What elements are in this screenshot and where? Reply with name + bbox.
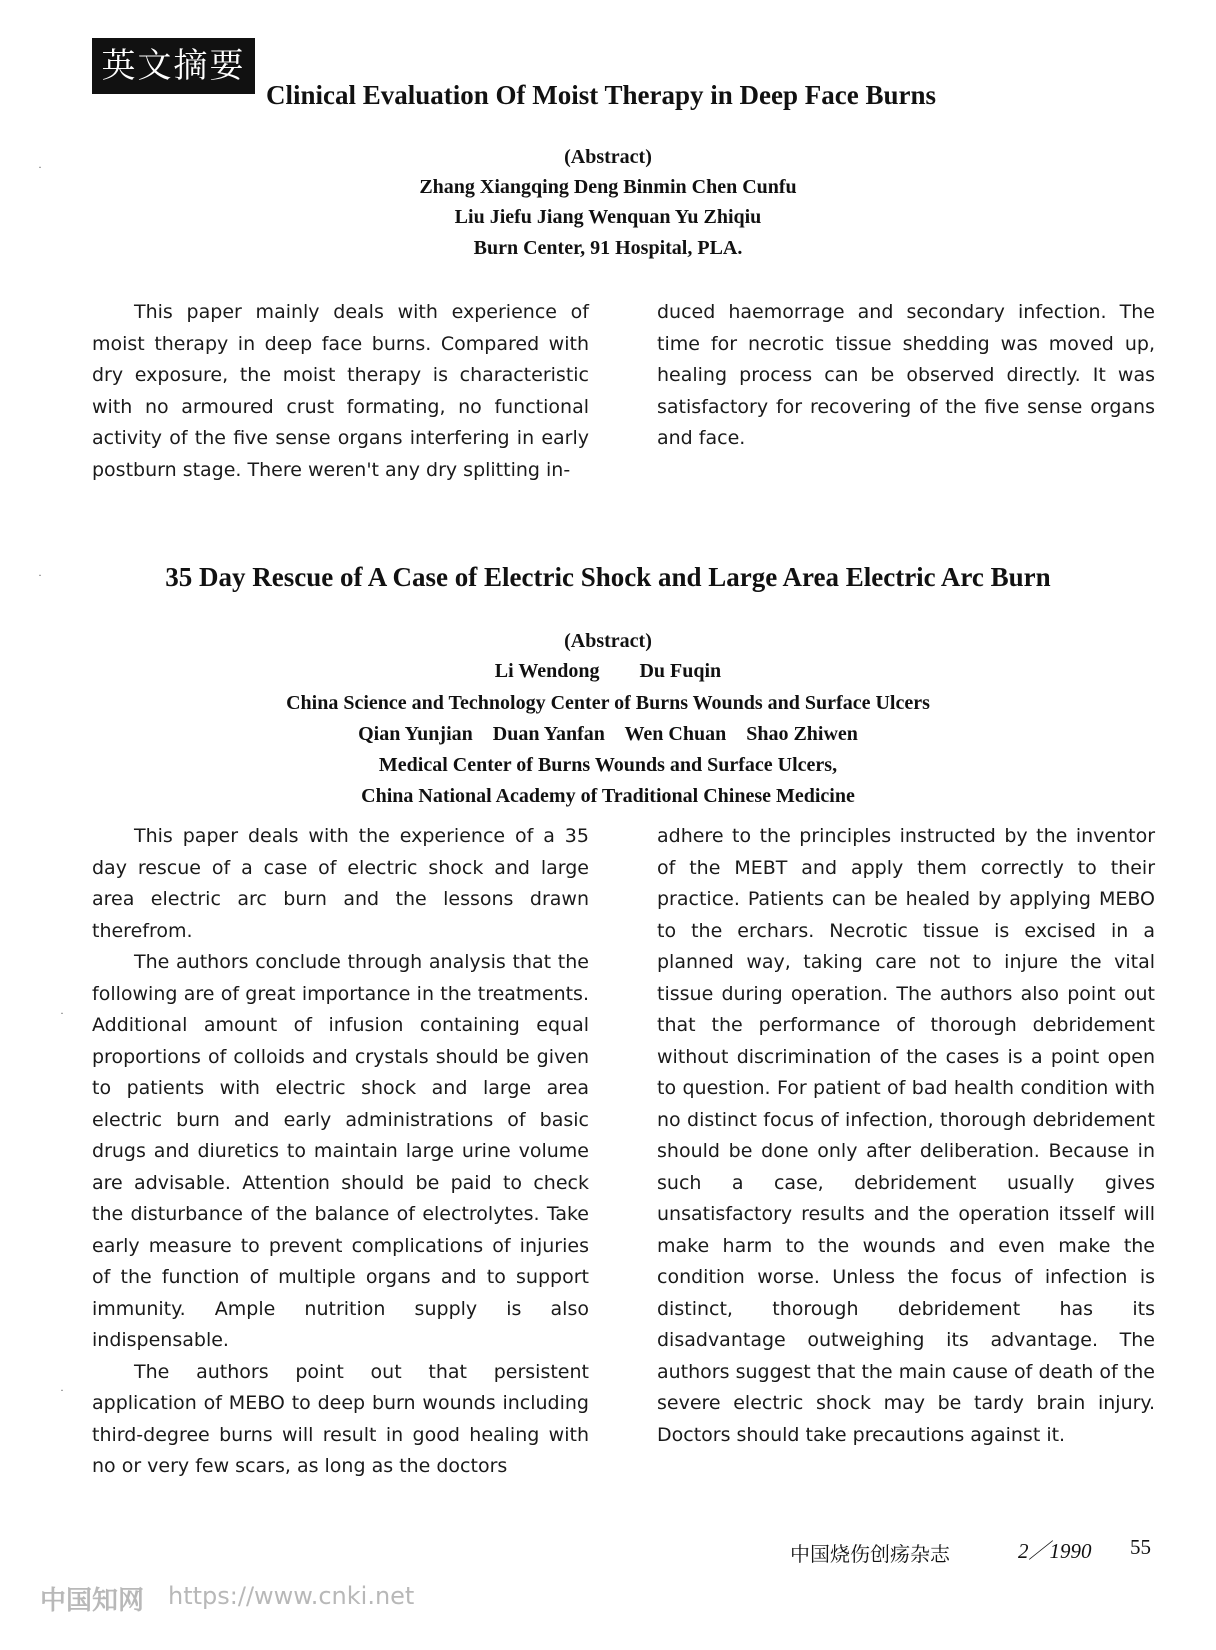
article1-affiliation: Burn Center, 91 Hospital, PLA.: [473, 237, 743, 259]
article1-abstract-label: (Abstract): [564, 146, 652, 168]
article2-left-paragraph-3: The authors point out that persistent application of MEBO to deep burn wounds including third-degree burns will result in good healing with no or very few scars, as long as the doctors: [92, 1360, 589, 1477]
scan-speck: ·: [38, 160, 42, 174]
scan-speck: ·: [60, 1383, 64, 1397]
article2-affiliation2: Medical Center of Burns Wounds and Surface Ulcers,: [378, 754, 838, 776]
article1-right-paragraph: duced haemorrage and secondary infection. The time for necrotic tissue shedding was moved up, healing process can be observed directly. It was satisfactory for recovering of the five sense organs and face.: [657, 301, 1155, 449]
article2-left-column: [92, 821, 589, 1483]
article2-authors-line1: Li Wendong Du Fuqin: [494, 660, 722, 682]
article1-authors-line1: Zhang Xiangqing Deng Binmin Chen Cunfu: [419, 176, 797, 198]
article1-title: Clinical Evaluation Of Moist Therapy in Deep Face Burns: [266, 80, 937, 110]
article1-authors-line2: Liu Jiefu Jiang Wenquan Yu Zhiqiu: [454, 206, 762, 228]
footer-page-number: 55: [1130, 1535, 1151, 1559]
article2-affiliation1: China Science and Technology Center of Burns Wounds and Surface Ulcers: [286, 692, 930, 714]
footer-journal-name: 中国烧伤创疡杂志: [790, 1544, 950, 1566]
scan-speck: ·: [38, 568, 42, 582]
article2-abstract-label: (Abstract): [564, 630, 652, 652]
article2-authors-line2: Qian Yunjian Duan Yanfan Wen Chuan Shao Zhiwen: [358, 723, 858, 745]
article2-right-paragraph: adhere to the principles instructed by the inventor of the MEBT and apply them correctly to their practice. Patients can be healed by applying MEBO to the erchars. Necrotic tissue is excised in a planned way, taking care not to injure the vital tissue during operation. The authors also point out that the performance of thorough debridement without discrimination of the cases is a point open to question. For patient of bad health condition with no distinct focus of infection, thorough debridement should be done only after deliberation. Because in such a case, debridement usually gives unsatisfactory results and the operation itsself will make harm to the wounds and even make the condition worse. Unless the focus of infection is distinct, thorough debridement has its disadvantage outweighing its advantage. The authors suggest that the main cause of death of the severe electric shock may be tardy brain injury. Doctors should take precautions against it.: [657, 825, 1155, 1446]
section-badge: 英文摘要: [92, 38, 255, 94]
article2-left-paragraph-1: This paper deals with the experience of a 35 day rescue of a case of electric shock and large area electric arc burn and the lessons drawn therefrom.: [92, 825, 589, 942]
article1-right-column: [657, 297, 1155, 455]
watermark-site-name: 中国知网: [40, 1586, 145, 1616]
watermark-url: https://www.cnki.net: [168, 1582, 415, 1610]
article2-left-paragraph-2: The authors conclude through analysis that the following are of great importance in the treatments. Additional amount of infusion containing equal proportions of colloids and crystals should be given to patients with electric shock and large area electric burn and early administrations of basic drugs and diuretics to maintain large urine volume are advisable. Attention should be paid to check the disturbance of the balance of electrolytes. Take early measure to prevent complications of injuries of the function of multiple organs and to support immunity. Ample nutrition supply is also indispensable.: [92, 951, 589, 1351]
article2-title: 35 Day Rescue of A Case of Electric Shock and Large Area Electric Arc Burn: [165, 562, 1051, 592]
footer-issue: 2／1990: [1018, 1539, 1092, 1563]
scan-speck: ·: [60, 1006, 64, 1020]
article1-left-column: [92, 297, 589, 486]
article2-affiliation3: China National Academy of Traditional Chinese Medicine: [361, 785, 855, 807]
article1-left-paragraph: This paper mainly deals with experience of moist therapy in deep face burns. Compared with dry exposure, the moist therapy is characteristic with no armoured crust formating, no functional activity of the five sense organs interfering in early postburn stage. There weren't any dry splitting in-: [92, 301, 589, 481]
article2-right-column: [657, 821, 1155, 1451]
